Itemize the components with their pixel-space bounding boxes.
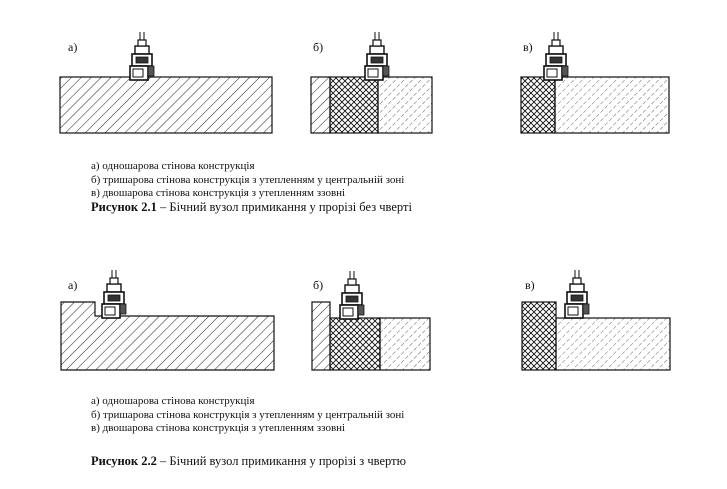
fig1-caption-text: – Бічний вузол примикання у прорізі без чверті [156,200,412,214]
window-frame-icon [544,32,568,80]
insulation-layer [330,318,380,370]
wall-masonry [555,77,669,133]
fig1-caption-number: Рисунок 2.1 [91,200,157,214]
fig2-panel-c-label: в) [525,278,535,292]
legend-item: а) одношарова стінова конструкція [91,395,255,407]
fig2-panel-a-label: а) [68,278,78,292]
window-frame-icon [340,271,364,319]
window-frame-icon [565,270,589,318]
fig1-panel-c-label: в) [523,40,533,54]
fig2-panel-c-drawing [522,270,670,370]
window-frame-icon [130,32,154,80]
insulation-layer [521,77,555,133]
fig1-panel-b-label: б) [313,40,324,54]
fig1-panel-b-drawing [311,32,432,133]
wall-masonry [556,318,670,370]
wall-masonry [61,302,274,370]
fig1-caption [91,200,412,215]
fig1-panel-a-label: а) [68,40,78,54]
window-frame-icon [365,32,389,80]
fig2-panel-b-drawing [312,271,430,370]
fig2-panel-b-label: б) [313,278,324,292]
wall-masonry [60,77,272,133]
fig2-caption-text: – Бічний вузол примикання у прорізі з чвертю [156,454,406,468]
legend-item: б) тришарова стінова конструкція з утепленням у центральній зоні [91,408,405,421]
insulation-layer [330,77,378,133]
fig2-caption-number: Рисунок 2.2 [91,454,157,468]
fig1-panel-a-drawing [60,32,272,133]
legend-item: а) одношарова стінова конструкція [91,160,255,172]
fig2-panel-a-drawing [61,270,274,370]
fig1-legend [91,160,404,201]
wall-inner-layer [312,302,330,370]
wall-inner-layer [311,77,330,133]
legend-item: б) тришарова стінова конструкція з утепленням у центральній зоні [91,173,405,186]
fig2-caption [91,454,406,469]
fig1-panel-c-drawing [521,32,669,133]
legend-item: в) двошарова стінова конструкція з утепленням ззовні [91,187,346,200]
fig2-legend [91,395,404,436]
legend-item: в) двошарова стінова конструкція з утепленням ззовні [91,422,346,435]
wall-outer-layer [378,77,432,133]
insulation-layer [522,302,556,370]
window-frame-icon [102,270,126,318]
wall-outer-layer [380,318,430,370]
